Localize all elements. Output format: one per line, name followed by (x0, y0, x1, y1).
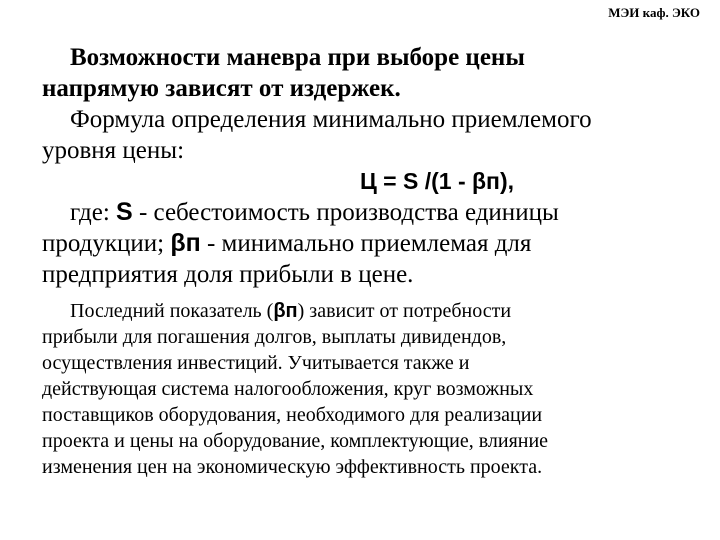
where-line-2 (42, 228, 682, 259)
paragraph-line-6: проекта и цены на оборудование, комплектующие, влияние (42, 430, 549, 452)
paragraph-line-1 (42, 298, 682, 324)
where-prefix: где: (70, 199, 117, 226)
intro-line-2: напрямую зависят от издержек. (42, 75, 401, 102)
formula-intro-line-1: Формула определения минимально приемлемого (70, 106, 592, 133)
paragraph-line-7: изменения цен на экономическую эффективность проекта. (42, 456, 543, 478)
intro-line-1: Возможности маневра при выборе цены (70, 44, 525, 71)
paragraph-line-4: действующая система налогообложения, круг возможных (42, 378, 534, 400)
paragraph-line-1-start: Последний показатель ( (70, 300, 274, 322)
header-label: МЭИ каф. ЭКО (608, 5, 700, 20)
where-line-2-start: продукции; (42, 230, 171, 257)
where-line-3: предприятия доля прибыли в цене. (42, 261, 414, 288)
where-line-2-end: - минимально приемлемая для (200, 230, 532, 257)
paragraph-bp-symbol: βп (273, 300, 298, 322)
paragraph-line-1-end: ) зависит от потребности (297, 300, 512, 322)
where-line-1 (42, 197, 682, 228)
price-formula: Ц = S /(1 - βп), (359, 168, 514, 194)
s-definition: - себестоимость производства единицы (132, 199, 559, 226)
slide-content (42, 42, 682, 480)
spacer (42, 290, 682, 298)
paragraph-line-2: прибыли для погашения долгов, выплаты дивидендов, (42, 326, 507, 348)
paragraph-line-5: поставщиков оборудования, необходимого для реализации (42, 404, 543, 426)
formula-intro-line-2: уровня цены: (42, 137, 185, 164)
bp-symbol: βп (170, 229, 201, 257)
s-symbol: S (116, 198, 133, 226)
paragraph-line-3: осуществления инвестиций. Учитывается также и (42, 352, 470, 374)
